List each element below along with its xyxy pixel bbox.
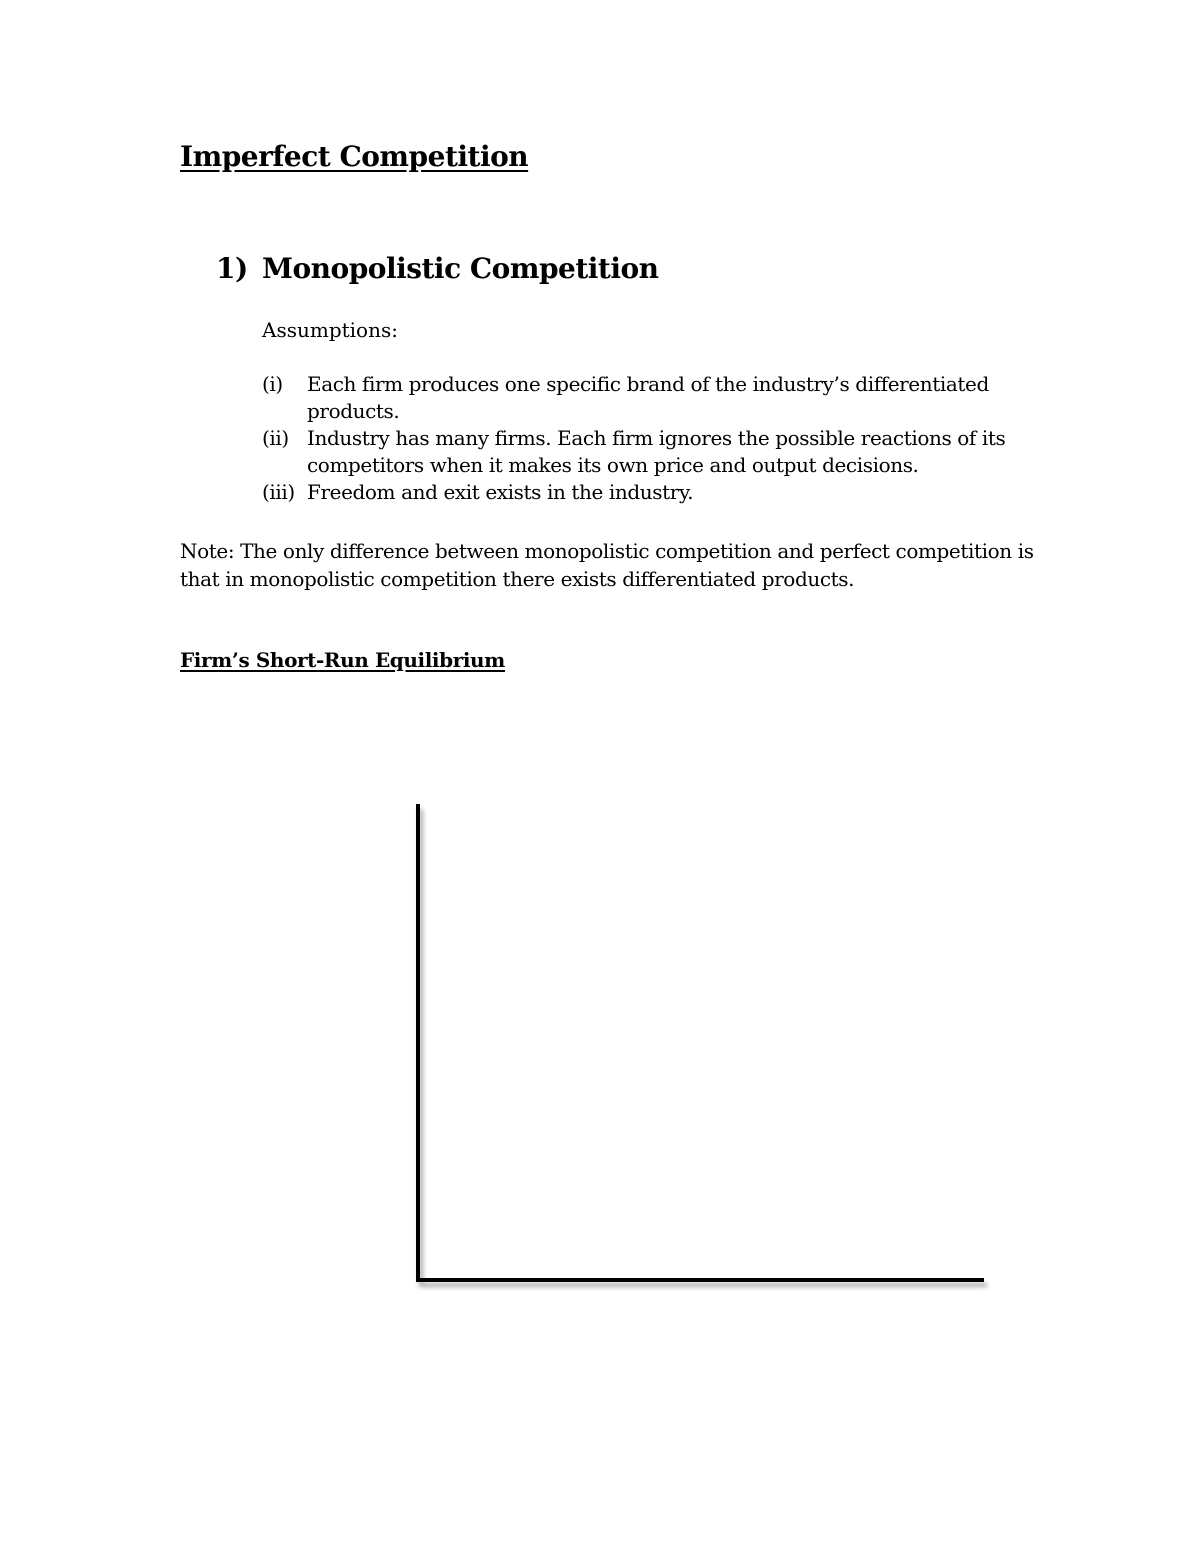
assumption-list — [262, 371, 1052, 506]
blank-graph-axes — [400, 790, 1000, 1300]
section-heading-text: Monopolistic Competition — [262, 252, 659, 285]
assumption-marker: (ii) — [262, 426, 289, 450]
assumption-item — [262, 371, 1052, 425]
section-heading — [216, 252, 659, 285]
assumptions-label: Assumptions: — [262, 318, 398, 342]
assumption-marker: (iii) — [262, 480, 295, 504]
assumption-text: Each firm produces one specific brand of the industry’s differentiated products. — [307, 372, 989, 423]
assumption-text: Industry has many firms. Each firm ignores the possible reactions of its competitors when it makes its own price and output decisions. — [307, 426, 1006, 477]
assumption-item — [262, 479, 1052, 506]
note-paragraph: Note: The only difference between monopolistic competition and perfect competition is that in monopolistic competition there exists differentiated products. — [180, 539, 1034, 591]
page-title: Imperfect Competition — [180, 140, 529, 173]
assumption-marker: (i) — [262, 372, 283, 396]
assumption-text: Freedom and exit exists in the industry. — [307, 480, 694, 504]
subheading: Firm’s Short-Run Equilibrium — [180, 648, 505, 672]
section-number: 1) — [216, 252, 248, 285]
assumption-item — [262, 425, 1052, 479]
